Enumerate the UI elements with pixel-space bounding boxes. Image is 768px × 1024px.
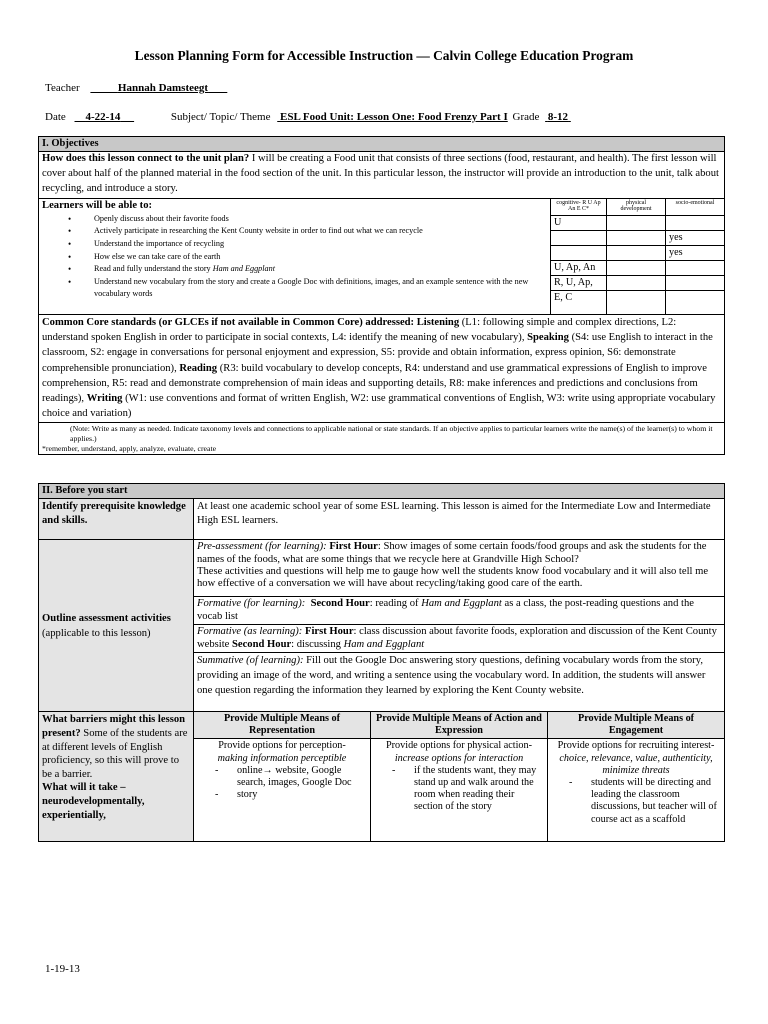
udl-engagement-cell: Provide options for recruiting interest- choice, relevance, value, authenticity, minimize threats - students will be directing and leading the classroom discussions, but teacher will of course act as a scaffold <box>548 739 725 842</box>
objective-item: • Understand new vocabulary from the story and create a Google Doc with definitions, images, and an example sentence with the new vocabulary words <box>94 276 547 300</box>
representation-list <box>197 765 367 802</box>
action-list <box>374 765 544 814</box>
standards-label: Common Core standards (or GLCEs if not available in Common Core) addressed: <box>42 316 415 328</box>
unit-connection <box>39 152 725 198</box>
standards-text: (L1: following simple and complex directions, L2: understand spoken English in order to participate in social contexts, L4: identify the meaning of new vocabulary), <box>42 316 677 344</box>
summative-label: Summative (of learning): <box>197 655 304 667</box>
udl-header-engagement: Provide Multiple Means of Engagement <box>548 712 725 739</box>
objective-item: • Understand the importance of recycling <box>94 238 547 251</box>
footer-date: 1-19-13 <box>45 963 80 975</box>
barriers-cell <box>39 712 194 842</box>
socio-cell <box>666 215 725 230</box>
taxonomy-footnote: *remember, understand, apply, analyze, evaluate, create <box>42 443 217 453</box>
engagement-list <box>551 777 721 826</box>
before-heading: II. Before you start <box>39 484 725 499</box>
physical-cell <box>607 230 666 245</box>
objective-item: • How else we can take care of the earth <box>94 251 547 264</box>
formative-for-learning: Formative (for learning): Second Hour: reading of Ham and Eggplant as a class, the post-reading questions and the vocab list <box>194 597 725 625</box>
formative-as-learning: Formative (as learning): First Hour: class discussion about favorite foods, exploration and discussion of the Kent County website Second Hour: discussing Ham and Eggplant <box>194 625 725 653</box>
hour-label: First Hour <box>329 541 378 553</box>
hour-label: Second Hour <box>310 598 370 610</box>
cognitive-cell: R, U, Ap, <box>551 275 607 290</box>
udl-representation-cell: Provide options for perception- making information perceptible - online→ website, Google search, images, Google Doc - story <box>194 739 371 842</box>
note-text: (Note: Write as many as needed. Indicate taxonomy levels and connections to applicable national or state standards. If an objective applies to particular learners write the name(s) of the learner(s) to whom it applies.) <box>70 424 713 443</box>
udl-header-action: Provide Multiple Means of Action and Expression <box>371 712 548 739</box>
standards-text: (R3: build vocabulary to develop concepts, R4: understand and use grammatical expressions of English to improve comprehension, R5: read and demonstrate comprehension of main ideas and supporting details, R8: make inferences and predictions and conclusions from readings), <box>42 362 707 404</box>
subject-label: Subject/ Topic/ Theme <box>170 111 271 123</box>
cognitive-cell: U <box>551 215 607 230</box>
subject-value: ESL Food Unit: Lesson One: Food Frenzy Part I <box>279 111 508 123</box>
assessment-sublabel: (applicable to this lesson) <box>42 627 151 639</box>
udl-header-representation: Provide Multiple Means of Representation <box>194 712 371 739</box>
hour-label: First Hour <box>304 626 354 638</box>
standard-listening: Listening <box>416 316 460 328</box>
assessment-label: Outline assessment activities <box>42 612 171 624</box>
socio-cell <box>666 290 725 314</box>
physical-cell <box>607 215 666 230</box>
col-cognitive-header: cognitive- R U Ap An E C* <box>551 198 607 215</box>
unit-connection-label: How does this lesson connect to the unit plan? <box>42 153 250 165</box>
physical-cell <box>607 260 666 275</box>
socio-cell: yes <box>666 230 725 245</box>
socio-cell <box>666 260 725 275</box>
col-socio-header: socio-emotional <box>666 198 725 215</box>
col-physical-header: physical development <box>607 198 666 215</box>
list-item: - story <box>237 789 367 801</box>
standard-writing: Writing <box>86 392 123 404</box>
before-start-table <box>38 483 725 842</box>
note-cell <box>39 423 725 455</box>
objective-item: • Actively participate in researching the Kent County website in order to find out what we can recycle <box>94 225 547 238</box>
hour-label: Second Hour <box>232 638 292 650</box>
teacher-label: Teacher <box>45 82 80 94</box>
standard-reading: Reading <box>179 362 218 374</box>
socio-cell: yes <box>666 245 725 260</box>
grade-value: 8-12 <box>547 111 569 123</box>
date-label: Date <box>45 111 66 123</box>
socio-cell <box>666 275 725 290</box>
list-item: - students will be directing and leading the classroom discussions, but teacher will of course act as a scaffold <box>591 777 721 826</box>
formative-label: Formative (as learning): <box>197 626 303 638</box>
list-item: - if the students want, they may stand up and walk around the room when reading their section of the story <box>414 765 544 814</box>
formative-label: Formative (for learning): <box>197 598 306 610</box>
standard-speaking: Speaking <box>527 332 569 344</box>
physical-cell <box>607 245 666 260</box>
standards-cell <box>39 314 725 422</box>
physical-cell <box>607 275 666 290</box>
cognitive-cell <box>551 245 607 260</box>
physical-cell <box>607 290 666 314</box>
learners-label: Learners will be able to: <box>42 199 153 211</box>
grade-label: Grade <box>512 111 540 123</box>
list-item: - online→ website, Google search, images, Google Doc <box>237 765 367 789</box>
cognitive-cell <box>551 230 607 245</box>
summative-assessment: Summative (of learning): Fill out the Google Doc answering story questions, defining vocabulary words from the story, providing an image of the word, and writing a sentence using the vocabulary word. In addition, the students will answer one question regarding the information they learned by exploring the Kent County website. <box>194 653 725 712</box>
learners-cell <box>39 198 551 314</box>
unit-connection-text: I will be creating a Food unit that consists of three sections (food, restaurant, and health). The first lesson will cover about half of the planned material in the food section of the unit. In this particular lesson, the instructor will provide an introduction to the unit, talk about recycling, and introduce a story. <box>42 153 719 194</box>
date-value: 4-22-14 <box>85 111 121 123</box>
barriers-text: Some of the students are at different levels of English proficiency, so this will prove to be a barrier. <box>42 727 188 780</box>
standards-text: (W1: use conventions and format of written English, W2: use grammatical conventions of English, W3: write using appropriate vocabulary choice and variation) <box>42 392 716 420</box>
objective-item: • Openly discuss about their favorite foods <box>94 213 547 226</box>
objectives-heading: I. Objectives <box>39 137 725 152</box>
teacher-value: Hannah Damsteegt <box>117 82 209 94</box>
udl-action-cell: Provide options for physical action- increase options for interaction - if the students want, they may stand up and walk around the room when reading their section of the story <box>371 739 548 842</box>
objective-list <box>42 213 547 300</box>
cognitive-cell: E, C <box>551 290 607 314</box>
objectives-table <box>38 136 725 455</box>
teacher-line <box>45 82 227 95</box>
form-title: Lesson Planning Form for Accessible Instruction — Calvin College Education Program <box>134 48 634 63</box>
cognitive-cell: U, Ap, An <box>551 260 607 275</box>
take-label: What will it take – neurodevelopmentally, experientially, <box>42 782 145 821</box>
pre-assessment: Pre-assessment (for learning): First Hour: Show images of some certain foods/food groups and ask the students for the names of the foods, what are some things that we recycle here at Grandville High School? These activities and questions will help me to gauge how well the students know food vocabulary and it will also tell me how effective of a conversation we will have about recycling/taking good care of the earth. <box>194 540 725 597</box>
pre-assessment-label: Pre-assessment (for learning): <box>197 541 327 553</box>
prereq-label: Identify prerequisite knowledge and skills. <box>39 499 194 540</box>
standards-text: (S4: use English to interact in the classroom, S2: engage in conversations for personal enjoyment and expression, S5: provide and obtain information, express opinion, S6: demonstrate comprehensible pronunciation), <box>42 332 713 374</box>
objective-item: • Read and fully understand the story Ham and Eggplant <box>94 263 547 276</box>
assessment-label-cell <box>39 540 194 712</box>
date-line <box>45 111 571 124</box>
prereq-text: At least one academic school year of some ESL learning. This lesson is aimed for the Intermediate Low and Intermediate High ESL learners. <box>194 499 725 540</box>
barriers-label: What barriers might this lesson present? <box>42 714 186 739</box>
